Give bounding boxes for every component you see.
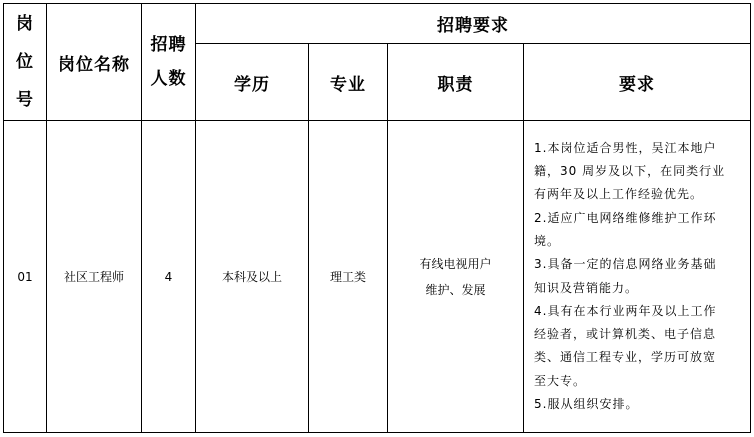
header-post-no bbox=[4, 4, 47, 121]
requirement-line: 5.服从组织安排。 bbox=[534, 396, 639, 411]
requirement-line: 籍，30 周岁及以下，在同类行业 bbox=[534, 164, 726, 179]
requirement-line: 经验者，或计算机类、电子信息 bbox=[534, 327, 717, 342]
cell-post-no: 01 bbox=[4, 121, 47, 433]
requirement-line: 4.具有在本行业两年及以上工作 bbox=[534, 303, 717, 318]
requirement-line: 境。 bbox=[534, 233, 561, 248]
requirement-line: 3.具备一定的信息网络业务基础 bbox=[534, 257, 717, 272]
header-headcount-line-1: 招聘 bbox=[150, 35, 187, 55]
cell-education: 本科及以上 bbox=[196, 121, 309, 433]
header-headcount bbox=[142, 4, 196, 121]
header-requirements-group: 招聘要求 bbox=[196, 4, 751, 44]
requirement-line: 知识及营销能力。 bbox=[534, 280, 639, 295]
cell-duty bbox=[388, 121, 524, 433]
requirement-line: 1.本岗位适合男性，吴江本地户 bbox=[534, 140, 717, 155]
table-row bbox=[4, 121, 751, 433]
header-post-no-char-3: 号 bbox=[16, 90, 34, 110]
duty-line-1: 有线电视用户 bbox=[419, 256, 492, 271]
duty-line-2: 维护、发展 bbox=[425, 282, 486, 297]
header-major: 专业 bbox=[309, 44, 388, 121]
header-post-no-char-2: 位 bbox=[16, 52, 34, 72]
header-education: 学历 bbox=[196, 44, 309, 121]
cell-major: 理工类 bbox=[309, 121, 388, 433]
header-post-no-char-1: 岗 bbox=[16, 14, 34, 34]
requirement-line: 类、通信工程专业，学历可放宽 bbox=[534, 350, 717, 365]
header-requirements: 要求 bbox=[524, 44, 751, 121]
cell-post-name: 社区工程师 bbox=[47, 121, 142, 433]
requirement-line: 有两年及以上工作经验优先。 bbox=[534, 187, 704, 202]
requirement-line: 2.适应广电网络维修维护工作环 bbox=[534, 210, 717, 225]
recruitment-table bbox=[3, 3, 751, 433]
requirement-line: 至大专。 bbox=[534, 373, 587, 388]
header-headcount-line-2: 人数 bbox=[150, 69, 187, 89]
header-duty: 职责 bbox=[388, 44, 524, 121]
header-post-name: 岗位名称 bbox=[47, 4, 142, 121]
cell-headcount: 4 bbox=[142, 121, 196, 433]
cell-requirements bbox=[524, 121, 751, 433]
